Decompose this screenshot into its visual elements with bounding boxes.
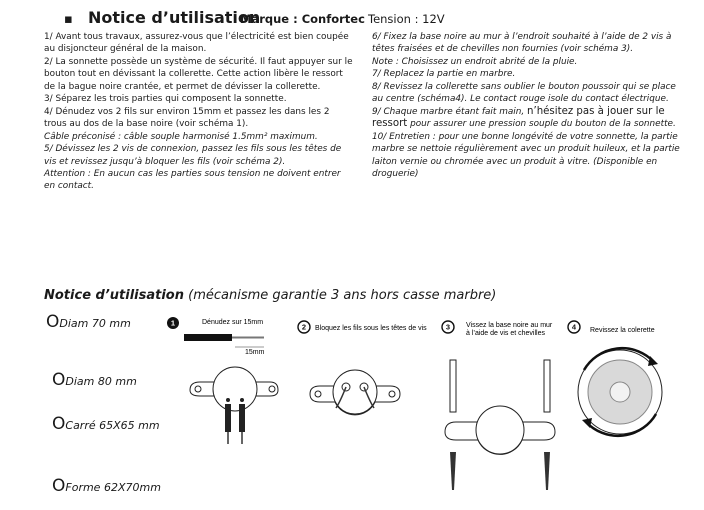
section-title bbox=[44, 288, 496, 303]
wall-plug-right bbox=[544, 360, 550, 412]
push-button bbox=[610, 382, 630, 402]
option-checkbox[interactable]: O bbox=[52, 370, 66, 390]
option-label: Carré 65X65 mm bbox=[65, 419, 160, 432]
screw-left bbox=[450, 452, 456, 490]
header-bullet: ▪ bbox=[64, 12, 73, 27]
option-diam-70[interactable] bbox=[46, 312, 131, 332]
schema-2-number: 2 bbox=[301, 322, 307, 332]
instructions-left-column bbox=[44, 31, 354, 193]
schema-2-caption: Bloquez les fils sous les têtes de vis bbox=[315, 325, 427, 332]
section-title-bold: Notice d’utilisation bbox=[44, 288, 184, 303]
section-title-rest: (mécanisme garantie 3 ans hors casse marbre) bbox=[183, 288, 497, 303]
cable-note: Câble préconisé : câble souple harmonisé 1.5mm² maximum. bbox=[44, 131, 318, 142]
schema-1-base-ring bbox=[213, 367, 257, 411]
step-6: 6/ Fixez la base noire au mur à l’endroit souhaité à l’aide de 2 vis à têtes fraisées et de chevilles non fournies (voir schéma 3). bbox=[372, 32, 672, 55]
wall-plug-left bbox=[450, 360, 456, 412]
step-5: 5/ Dévissez les 2 vis de connexion, passez les fils sous les têtes de vis et revissez jusqu’à bloquer les fils (voir schéma 2). bbox=[44, 144, 342, 167]
schema-3-caption-line-2: à l’aide de vis et chevilles bbox=[466, 330, 545, 337]
rain-note: Note : Choisissez un endroit abrité de la pluie. bbox=[372, 56, 578, 67]
wire-left bbox=[225, 404, 231, 432]
option-label: Diam 80 mm bbox=[65, 375, 137, 388]
step-8: 8/ Revissez la collerette sans oublier le bouton poussoir qui se place au centre (schéma4). Le contact rouge isole du contact électrique. bbox=[372, 81, 676, 105]
schema-2-base-ring bbox=[333, 370, 377, 414]
step-9-end: pour assurer une pression souple du bouton de la sonnette. bbox=[407, 119, 676, 130]
option-checkbox[interactable]: O bbox=[46, 312, 60, 332]
wire-hole bbox=[226, 398, 230, 402]
step-9-start: 9/ Chaque marbre étant fait main, bbox=[372, 106, 528, 117]
step-2: 2/ La sonnette possède un système de sécurité. Il faut appuyer sur le bouton tout en dévissant la collerette. Cette action libère le ressort de la bague noire crantée, et permet de dévisser la collerette. bbox=[44, 56, 353, 92]
schema-4-number: 4 bbox=[571, 322, 577, 332]
step-9-emphasis: n’hésitez pas à jouer sur le ressort bbox=[372, 105, 665, 130]
step-1: 1/ Avant tous travaux, assurez-vous que l’électricité est bien coupée au disjoncteur général de la maison. bbox=[44, 32, 349, 55]
step-4: 4/ Dénudez vos 2 fils sur environ 15mm et passez les dans les 2 trous au dos de la base noire (voir schéma 1). bbox=[44, 106, 330, 130]
step-3: 3/ Séparez les trois parties qui composent la sonnette. bbox=[44, 94, 287, 105]
brand-label: Marque : Confortec bbox=[240, 12, 365, 26]
option-checkbox[interactable]: O bbox=[52, 414, 66, 434]
option-checkbox[interactable]: O bbox=[52, 476, 66, 496]
wire-insulation bbox=[184, 334, 232, 341]
tension-label: Tension : 12V bbox=[368, 12, 445, 26]
wire-right bbox=[239, 404, 245, 432]
step-9 bbox=[372, 106, 682, 131]
schema-2 bbox=[298, 321, 427, 415]
screw-right bbox=[544, 452, 550, 490]
schema-4 bbox=[568, 321, 662, 436]
schema-1-measure: 15mm bbox=[245, 349, 265, 356]
wire-hole bbox=[240, 398, 244, 402]
option-label: Forme 62X70mm bbox=[65, 481, 161, 494]
schema-3-caption-line-1: Vissez la base noire au mur bbox=[466, 322, 553, 329]
schema-1-caption: Dénudez sur 15mm bbox=[202, 319, 264, 326]
schema-1-number: 1 bbox=[170, 318, 176, 328]
schema-4-caption: Revissez la colerette bbox=[590, 327, 655, 334]
option-label: Diam 70 mm bbox=[59, 317, 131, 330]
step-7: 7/ Replacez la partie en marbre. bbox=[372, 69, 516, 80]
option-diam-80[interactable] bbox=[52, 370, 137, 390]
schema-3 bbox=[442, 321, 555, 490]
schema-1 bbox=[167, 317, 278, 444]
page-title: Notice d’utilisation bbox=[88, 8, 261, 27]
schema-3-number: 3 bbox=[445, 322, 451, 332]
warning-note: Attention : En aucun cas les parties sous tension ne doivent entrer en contact. bbox=[44, 168, 341, 192]
schema-3-base-ring bbox=[476, 406, 524, 454]
step-10: 10/ Entretien : pour une bonne longévité de votre sonnette, la partie marbre se nettoie régulièrement avec un produit huileux, et la partie laiton vernie ou chromée avec un produit à vitre. (Disponible en droguerie) bbox=[372, 131, 680, 179]
option-forme-62[interactable] bbox=[52, 476, 161, 496]
instructions-right-column bbox=[372, 31, 682, 180]
option-carre-65[interactable] bbox=[52, 414, 160, 434]
installation-diagrams bbox=[160, 312, 680, 507]
